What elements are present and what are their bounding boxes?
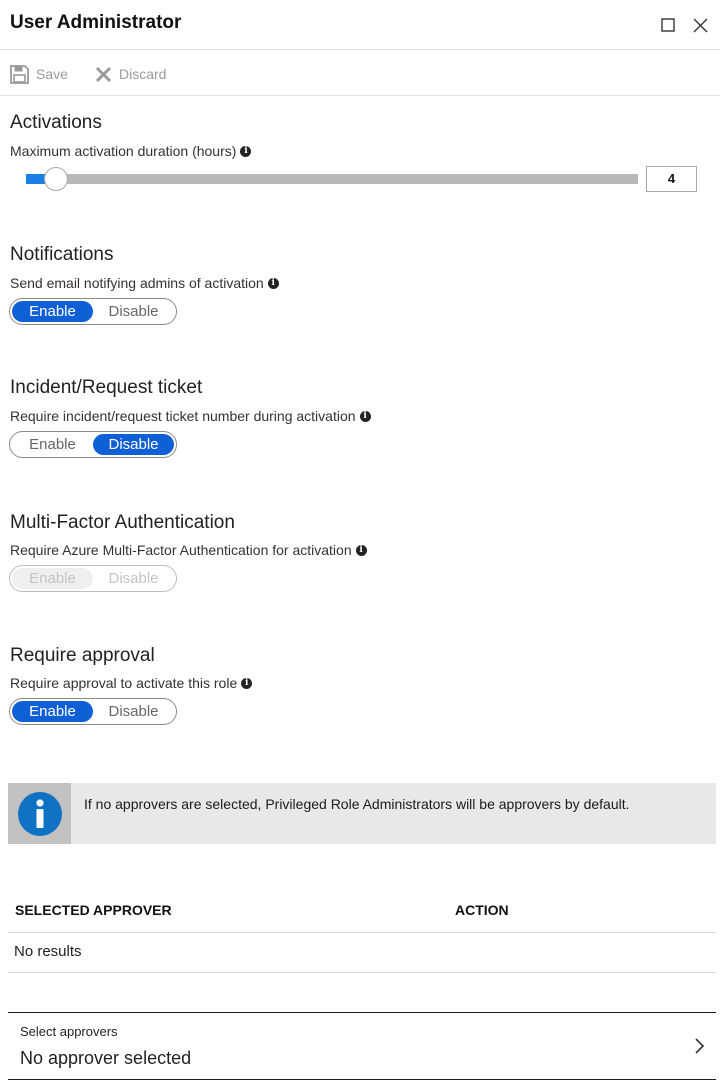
discard-icon xyxy=(95,66,112,83)
info-icon[interactable]: i xyxy=(268,278,279,289)
notifications-description-text: Send email notifying admins of activation xyxy=(10,275,264,291)
incident-ticket-enable-option[interactable]: Enable xyxy=(29,436,76,453)
info-banner xyxy=(8,783,716,844)
require-approval-description xyxy=(10,675,252,691)
activations-description xyxy=(10,143,251,159)
incident-ticket-description-text: Require incident/request ticket number during activation xyxy=(10,408,356,424)
blade-title: User Administrator xyxy=(10,12,182,33)
discard-button[interactable] xyxy=(95,64,166,84)
mfa-heading: Multi-Factor Authentication xyxy=(10,512,235,533)
close-button[interactable] xyxy=(690,15,710,35)
incident-ticket-heading: Incident/Request ticket xyxy=(10,377,203,398)
info-icon-box xyxy=(8,783,71,844)
chevron-right-icon xyxy=(694,1037,706,1055)
incident-ticket-toggle xyxy=(9,431,177,458)
notifications-heading: Notifications xyxy=(10,244,114,265)
column-header-selected-approver: SELECTED APPROVER xyxy=(15,902,172,918)
info-icon[interactable]: i xyxy=(360,411,371,422)
require-approval-enable-option[interactable]: Enable xyxy=(12,701,93,722)
info-icon[interactable]: i xyxy=(241,678,252,689)
info-icon[interactable]: i xyxy=(240,146,251,157)
close-icon xyxy=(693,18,708,33)
table-row xyxy=(8,933,716,973)
duration-slider-track[interactable] xyxy=(26,174,638,184)
mfa-disable-option: Disable xyxy=(108,570,159,587)
save-button[interactable] xyxy=(10,64,68,84)
info-icon xyxy=(17,791,63,837)
require-approval-description-text: Require approval to activate this role xyxy=(10,675,238,691)
mfa-description-text: Require Azure Multi-Factor Authentication for activation xyxy=(10,542,352,558)
duration-value-input[interactable]: 4 xyxy=(646,166,697,192)
incident-ticket-disable-option[interactable]: Disable xyxy=(93,434,174,455)
require-approval-heading: Require approval xyxy=(10,645,155,666)
notifications-disable-option[interactable]: Disable xyxy=(108,303,159,320)
title-bar xyxy=(0,0,720,50)
select-approvers-label: Select approvers xyxy=(20,1024,118,1039)
no-results-text: No results xyxy=(14,943,82,960)
column-header-action: ACTION xyxy=(455,902,509,918)
duration-slider-thumb[interactable] xyxy=(44,167,68,191)
require-approval-toggle xyxy=(9,698,177,725)
save-label: Save xyxy=(36,66,68,82)
mfa-toggle xyxy=(9,565,177,592)
notifications-enable-option[interactable]: Enable xyxy=(12,301,93,322)
discard-label: Discard xyxy=(119,66,167,82)
incident-ticket-description xyxy=(10,408,371,424)
command-bar xyxy=(0,51,720,96)
notifications-description xyxy=(10,275,279,291)
save-icon xyxy=(10,65,29,84)
maximize-icon xyxy=(661,18,675,32)
select-approvers-value: No approver selected xyxy=(20,1048,192,1068)
require-approval-disable-option[interactable]: Disable xyxy=(108,703,159,720)
mfa-enable-option: Enable xyxy=(12,568,93,589)
maximize-button[interactable] xyxy=(658,15,678,35)
approvers-table-header xyxy=(8,888,716,933)
info-banner-text: If no approvers are selected, Privileged Role Administrators will be approvers by default. xyxy=(84,796,630,812)
select-approvers-button[interactable] xyxy=(8,1012,716,1080)
activations-description-text: Maximum activation duration (hours) xyxy=(10,143,237,159)
mfa-description xyxy=(10,542,367,558)
notifications-toggle xyxy=(9,298,177,325)
info-icon[interactable]: i xyxy=(356,545,367,556)
activations-heading: Activations xyxy=(10,112,102,133)
